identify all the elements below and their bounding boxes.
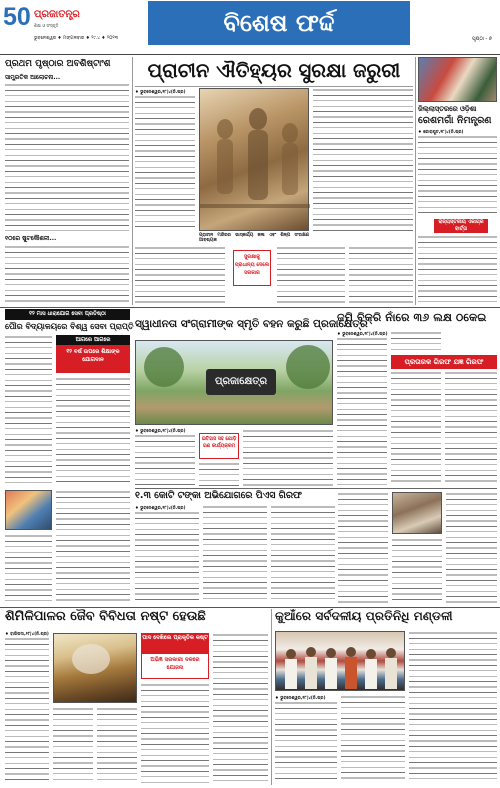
tagline: ଶିକ୍ଷା ଓ ସଂସ୍କୃତି: [34, 23, 59, 28]
lead-callout-box: [233, 250, 271, 286]
right-top-body-2: [418, 235, 497, 303]
anniversary-logo: [3, 5, 31, 35]
right-mid-body-1: [338, 492, 388, 603]
prajakhetra-sign-photo: [135, 340, 333, 425]
right-top-dateline: ♦ କୋରାପୁଟ,୨୮|୪(ନି.ପ୍ର): [418, 129, 464, 134]
lead-story: [135, 57, 413, 305]
right-top-headline-b: ରେଶମଗାଁ ନିମନ୍ତ୍ରଣ: [418, 115, 492, 126]
column-divider: [415, 57, 416, 305]
lead-headline: ପ୍ରାଚୀନ ଐତିହ୍ୟର ସୁରକ୍ଷା ଜରୁରୀ: [147, 59, 401, 82]
masthead: [0, 0, 500, 56]
section-rule: [0, 607, 500, 608]
freedom-headline: ସ୍ୱାଧୀନତା ସଂଗ୍ରାମୀଙ୍କ ସ୍ମୃତି ବହନ କରୁଛି ପ୍ରଜାକ୍ଷେତ୍ର: [135, 318, 368, 330]
crore-body-2: [203, 505, 267, 603]
lead-body-right: [313, 88, 413, 231]
land-body-4: [445, 371, 497, 485]
lead-headline-rule: [135, 86, 413, 87]
lead-body-bottom-2: [277, 246, 345, 304]
similipal-redbox: ପାଦ ଦେଖିଲେ ପ୍ରାକୃତିକ କଷ୍ଟ: [141, 633, 209, 653]
land-body-3: [391, 371, 441, 485]
left-column: [5, 57, 130, 305]
section-rule: [135, 488, 497, 489]
mid-left-body-2: [56, 377, 130, 485]
lead-body-bottom-3: [349, 246, 413, 304]
council-dateline: ♦ ଭୁବନେଶ୍ୱର,୨୮|୪(ନି.ପ୍ର): [275, 695, 326, 700]
right-top-redbox: ରାଜ୍ୟସ୍ତରୀୟ ଏକାଗ୍ର ବାର୍ତ୍ତା: [434, 219, 488, 233]
lead-callout-text: ସୁରକ୍ଷାକୁ ପ୍ରାଧାନ୍ୟ ଦେଲେ ସରକାର: [234, 254, 270, 276]
council-people: [276, 632, 406, 692]
left-subhead-1: ସାମ୍ପ୍ରତିକ ଆଲୋଚନା...: [5, 74, 61, 81]
similipal-orangebox: ଅଭିଜ୍ଞ ସରକାରୀ ଦଳରେ ଯୋଜନା: [141, 653, 209, 679]
section-rule: [0, 307, 500, 308]
right-top-headline-a: ଜିଲ୍ଲାସ୍ତରରେ ଓଡ଼ିଶା: [418, 105, 477, 113]
masthead-rule: [0, 54, 500, 55]
freedom-dateline: ♦ ଭୁବନେଶ୍ୱର,୨୮|୪(ନି.ପ୍ର): [135, 428, 186, 433]
paper-name: ପ୍ରଜାତନ୍ତ୍ର: [34, 9, 80, 20]
council-group-photo: [275, 631, 405, 691]
right-mid-body-2: [392, 538, 442, 603]
similipal-story: [5, 609, 268, 785]
mid-left-orange-box-sub: ୧୨ ବର୍ଷ ଉପରେ ଶିକ୍ଷାଙ୍କ ଯୋଗଦାନ: [56, 345, 130, 373]
column-divider: [132, 57, 133, 305]
freedom-callout-text: ଇତିହାସ ସହ ଯୋଡ଼ି ଗଣ କାର୍ଯ୍ୟକ୍ରମ: [201, 437, 237, 449]
similipal-body-5: [213, 633, 268, 783]
similipal-body-4: [141, 683, 209, 783]
crore-story: [135, 490, 335, 605]
sign-text: ପ୍ରଜାକ୍ଷେତ୍ର: [214, 376, 268, 387]
land-body-1: [337, 337, 387, 485]
left-lower-story: [5, 490, 130, 605]
mid-left-orange-box-title: ଆଗରେ ଆଗରେ: [56, 335, 130, 345]
forest-fire-photo: [53, 633, 137, 703]
land-sub-banner: ପ୍ରତାରକ ଗିରଫ ଯଜ୍ଞ ଗିରଫ: [391, 355, 497, 369]
council-body-3: [409, 631, 497, 783]
left-body-1: [5, 83, 129, 231]
left-lower-body-1: [5, 534, 52, 603]
sculpture-figures: [200, 89, 310, 232]
right-top-body-1: [418, 135, 497, 217]
crore-body-1: [135, 511, 199, 603]
tree-right: [286, 345, 330, 389]
freedom-body-3: [243, 429, 333, 486]
left-body-2: [5, 245, 129, 303]
ceremony-photo: [418, 57, 497, 102]
land-body-2: [391, 331, 441, 353]
crore-body-3: [271, 505, 335, 603]
right-top-story: [418, 57, 497, 305]
left-kicker: ପ୍ରଥମ ପୃଷ୍ଠାର ଅବଶିଷ୍ଟାଂଶ: [5, 59, 111, 69]
freedom-story: [135, 340, 333, 486]
lead-body-bottom-1: [135, 246, 225, 304]
anniversary-number: 50: [3, 3, 31, 31]
similipal-box-group: [141, 633, 209, 679]
council-story: [275, 609, 497, 785]
mid-left-headline: ପୌର ବିଦ୍ୟାଳୟରେ ବିଶ୍ୱ ସେବା ପ୍ରାପ୍ତି: [5, 322, 134, 331]
mid-left-body-1: [5, 335, 52, 485]
similipal-body-3: [97, 707, 137, 783]
page-label: ପୃଷ୍ଠା - ୭: [472, 36, 492, 42]
freedom-body-1: [135, 434, 195, 486]
lead-dateline: ♦ ଭୁବନେଶ୍ୱର,୨୮|୪(ନି.ପ୍ର): [135, 89, 186, 94]
right-mid-body-3: [446, 492, 497, 603]
date-line: ଭୁବନେଶ୍ୱର ♦ ମଙ୍ଗଳବାର ♦ ୨୯.୪ ♦ ୨୦୨୩: [34, 36, 119, 41]
smoke-plume: [72, 644, 110, 674]
accused-photo: [392, 492, 442, 534]
mid-left-orange-box: [56, 335, 130, 373]
council-body-2: [341, 695, 405, 783]
land-headline: ଜମି ବିକ୍ରି ନାଁରେ ୩୬ ଲକ୍ଷ ଠକେଇ: [337, 311, 487, 324]
mid-left-box-title: ୧୨ ମାସ ଧାରାଯୋଗ ସେବା ପ୍ରତିଷ୍ଠା: [5, 309, 130, 320]
temple-sculpture-photo: [199, 88, 309, 231]
lead-photo-caption: ପ୍ରାଚୀନ ମନ୍ଦିରର ଭାସ୍କର୍ଯ୍ୟ କଳା ଏବଂ ଶିଳ୍ପ ସଂରକ୍ଷଣ ଆବଶ୍ୟକ: [199, 233, 309, 244]
mid-left-story: [5, 309, 134, 486]
tree-left: [144, 347, 184, 387]
land-story: [337, 309, 497, 486]
similipal-headline: ଶିମିଳିପାଳର ଜୈବ ବିବିଧତା ନଷ୍ଟ ହେଉଛି: [5, 609, 206, 624]
freedom-body-2: [199, 462, 239, 486]
similipal-body-1: [5, 637, 49, 783]
section-banner: ବିଶେଷ ଫର୍ଦ୍ଦ: [148, 1, 410, 45]
land-dateline: ♦ ଭୁବନେଶ୍ୱର,୨୮|୪(ନି.ପ୍ର): [337, 331, 388, 336]
similipal-dateline: ♦ ବାରିପଦା,୨୮|୪(ନି.ପ୍ର): [5, 631, 49, 636]
similipal-body-2: [53, 707, 93, 783]
crore-dateline: ♦ ଭୁବନେଶ୍ୱର,୨୮|୪(ନି.ପ୍ର): [135, 505, 186, 510]
freedom-callout: [199, 433, 239, 459]
crore-headline: ୧.୩ କୋଟି ଟଙ୍କା ଅଭିଯୋଗରେ ପିଏସ ଗିରଫ: [135, 490, 302, 501]
right-mid-story: [338, 490, 497, 605]
left-subhead-2: ୧୦ରେ ଷୁଟକୌଶଳୀ...: [5, 235, 57, 242]
students-photo: [5, 490, 52, 530]
left-lower-body-2: [56, 490, 130, 603]
column-divider: [271, 609, 272, 785]
council-body-1: [275, 701, 337, 783]
lead-body-left: [135, 95, 195, 231]
council-headline: କୁଆଁରେ ସର୍ବଦଳୀୟ ପ୍ରତିନିଧି ମଣ୍ଡଳୀ: [275, 609, 453, 623]
